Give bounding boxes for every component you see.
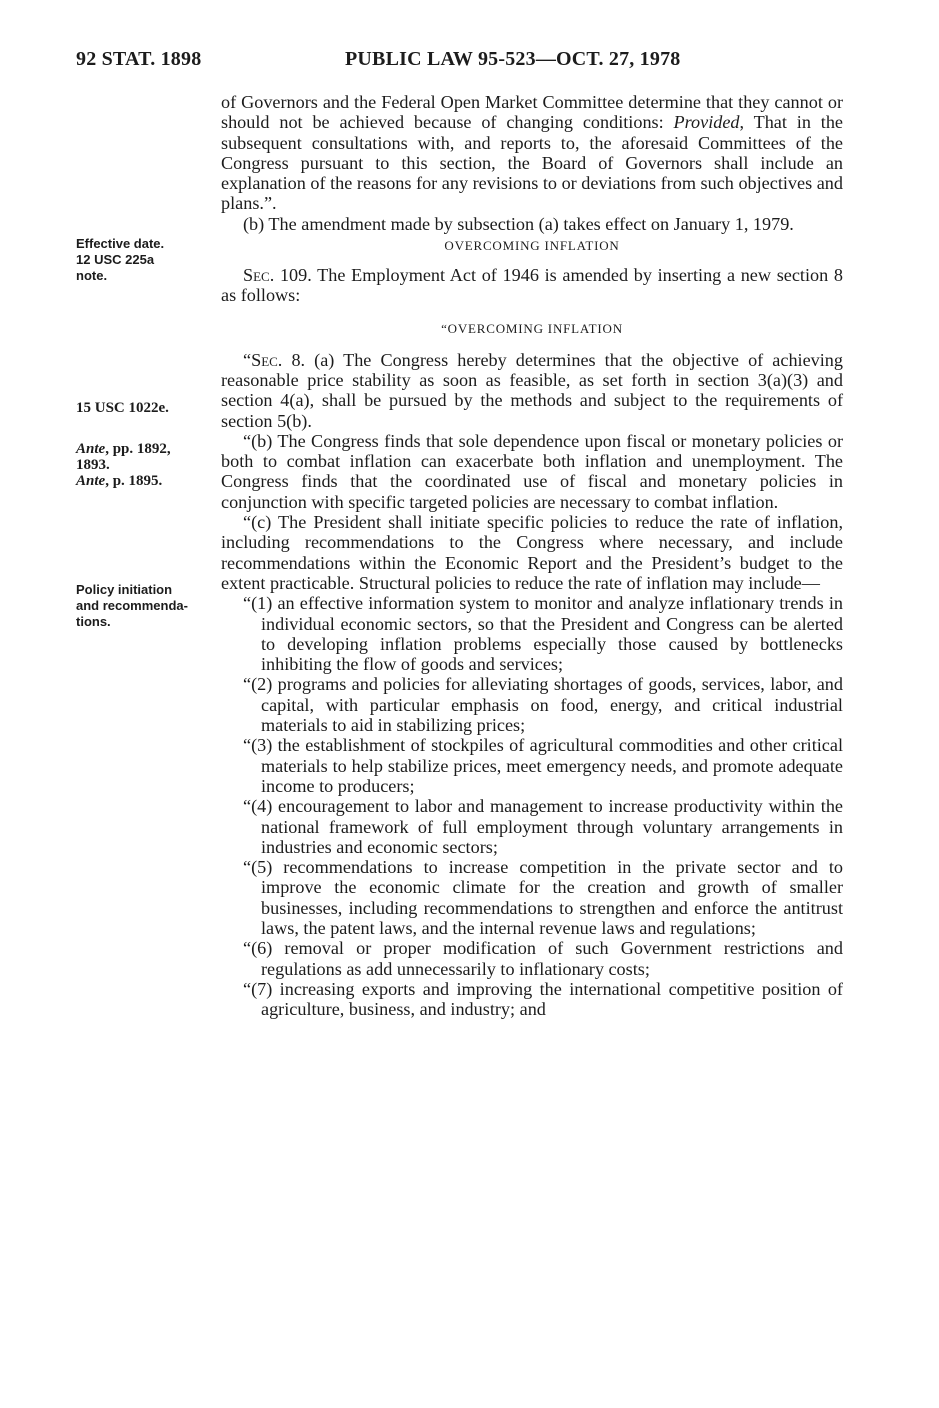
- list-item: “(4) encouragement to labor and management to increase productivity within the national framework of full employment through voluntary arrangements in industries and economic sectors;: [243, 796, 843, 857]
- paragraph-sec-8-a: “Sec. 8. (a) The Congress hereby determines that the objective of achieving reasonable price stability as soon as feasible, as set forth in section 3(a)(3) and section 4(a), shall be pursued by the methods and subject to the requirements of section 5(b).: [221, 349, 843, 431]
- paragraph-subsection-b: (b) The amendment made by subsection (a) takes effect on January 1, 1979.: [243, 213, 794, 234]
- list-item: “(2) programs and policies for alleviating shortages of goods, services, labor, and capital, with particular emphasis on food, energy, and critical industrial materials to aid in stabilizing prices;: [243, 674, 843, 736]
- list-item: “(7) increasing exports and improving the international competitive position of agriculture, business, and industry; and: [243, 978, 843, 1020]
- paragraph-sec-8-b: “(b) The Congress finds that sole dependence upon fiscal or monetary policies or both to combat inflation can exacerbate both inflation and unemployment. The Congress finds that the coordinated use of fiscal and monetary policies in conjunction with specific targeted policies are necessary to combat inflation.: [221, 430, 843, 512]
- paragraph-sec-109: Sec. 109. The Employment Act of 1946 is amended by inserting a new section 8 as follows:: [221, 265, 843, 306]
- section-heading: OVERCOMING INFLATION: [444, 238, 620, 254]
- margin-note-effective-date: Effective date. 12 USC 225a note.: [76, 236, 165, 283]
- quoted-section-heading: “OVERCOMING INFLATION: [441, 320, 623, 336]
- statute-page-number: 92 STAT. 1898: [76, 48, 202, 70]
- running-head: PUBLIC LAW 95-523—OCT. 27, 1978: [345, 48, 681, 70]
- list-item: “(6) removal or proper modification of such Government restrictions and regulations as add unnecessarily to inflationary costs;: [243, 938, 843, 979]
- margin-note-usc-citation: 15 USC 1022e.: [76, 400, 169, 416]
- paragraph-continuation: of Governors and the Federal Open Market Committee determine that they cannot or should not be achieved because of changing conditions: Provided, That in the subsequent consultations with, and reports to, the aforesaid Committees of the Congress pursuant to this section, the Board of Governors shall include an explanation of the reasons for any revisions to or deviations from such objectives and plans.”.: [221, 92, 843, 214]
- list-item: “(5) recommendations to increase competition in the private sector and to improve the economic climate for the creation and growth of smaller businesses, including recommendations to strengthen and enforce the antitrust laws, the patent laws, and the internal revenue laws and regulations;: [243, 857, 843, 938]
- paragraph-sec-8-c: “(c) The President shall initiate specific policies to reduce the rate of inflation, including recommendations to the Congress where necessary, and include recommendations within the Economic Report and the President’s budget to the extent practicable. Structural policies to reduce the rate of inflation may include—: [221, 512, 843, 593]
- body-text: [221, 92, 843, 1019]
- list-item: “(1) an effective information system to monitor and analyze inflationary trends in individual economic sectors, so that the President and Congress can be alerted to developing inflation problems especially those caused by bottlenecks inhibiting the flow of goods and services;: [243, 593, 843, 675]
- margin-note-policy-initiation: Policy initiation and recommenda- tions.: [76, 582, 188, 629]
- margin-note-ante-citations: Ante, pp. 1892, 1893. Ante, p. 1895.: [76, 441, 171, 489]
- list-item: “(3) the establishment of stockpiles of agricultural commodities and other critical materials to help stabilize prices, meet emergency needs, and promote adequate income to producers;: [243, 735, 843, 796]
